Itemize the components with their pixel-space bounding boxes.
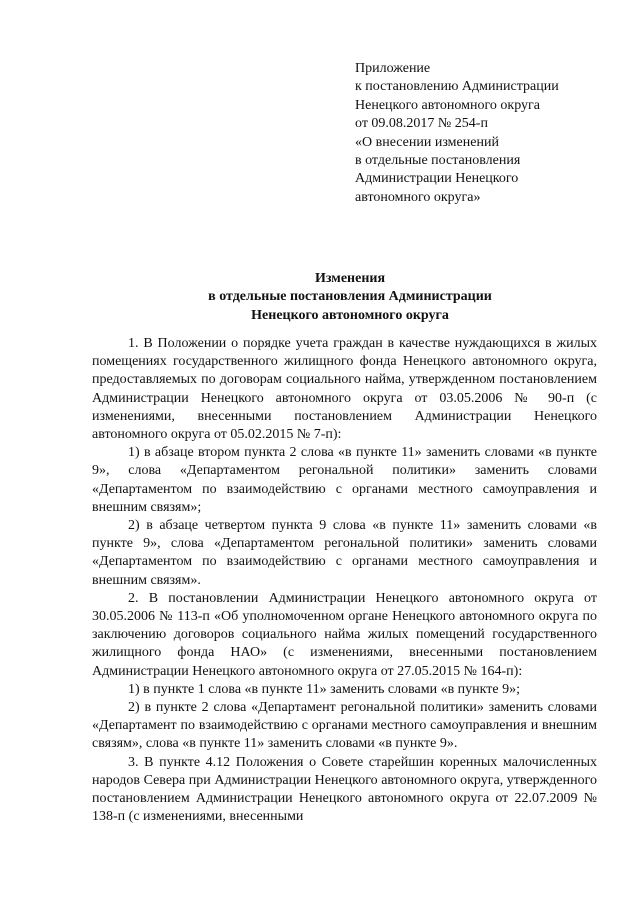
document-title (90, 270, 610, 325)
appendix-line: Администрации Ненецкого (355, 171, 519, 187)
appendix-line: автономного округа» (355, 189, 481, 205)
paragraph-3: 3. В пункте 4.12 Положения о Совете старейшин коренных малочисленных народов Севера при Администрации Ненецкого автономного округа, утвержденного постановлением Администрации Ненецкого автономного округа от 22.07.2009 № 138-п (с изменениями, внесенными (92, 754, 597, 825)
appendix-line: от 09.08.2017 № 254-п (355, 116, 488, 132)
appendix-header (355, 60, 625, 207)
paragraph-2: 2. В постановлении Администрации Ненецкого автономного округа от 30.05.2006 № 113-п «Об уполномоченном органе Ненецкого автономного округа по заключению договоров социального найма жилых помещений государственного жилищного фонда НАО» (с изменениями, внесенными постановлением Администрации Ненецкого автономного округа от 27.05.2015 № 164-п): (92, 590, 597, 679)
title-line: в отдельные постановления Администрации (208, 289, 492, 305)
paragraph-1: 1. В Положении о порядке учета граждан в качестве нуждающихся в жилых помещениях государственного жилищного фонда Ненецкого автономного округа, предоставляемых по договорам социального найма, утвержденном постановлением Администрации Ненецкого автономного округа от 03.05.2006 № 90-п (с изменениями, внесенными постановлением Администрации Ненецкого автономного округа от 05.02.2015 № 7-п): (92, 336, 597, 443)
paragraph-1-item-2: 2) в абзаце четвертом пункта 9 слова «в пункте 11» заменить словами «в пункте 9», слова «Департаментом регональной политики» заменить словами «Департаментом по взаимодействию с органами местного самоуправления и внешним связям». (92, 518, 597, 588)
appendix-line: в отдельные постановления (355, 153, 521, 169)
appendix-line: «О внесении изменений (355, 134, 499, 150)
appendix-line: Приложение (355, 61, 431, 76)
paragraph-2-item-2: 2) в пункте 2 слова «Департамент регональной политики» заменить словами «Департамент по взаимодействию с органами местного самоуправления и внешним связям», слова «в пункте 11» заменить словами «в пункте 9». (92, 700, 597, 752)
title-line: Ненецкого автономного округа (251, 307, 449, 323)
paragraph-2-item-1: 1) в пункте 1 слова «в пункте 11» заменить словами «в пункте 9»; (128, 681, 520, 697)
appendix-line: Ненецкого автономного округа (355, 97, 540, 113)
paragraph-1-item-1: 1) в абзаце втором пункта 2 слова «в пункте 11» заменить словами «в пункте 9», слова «Департаментом регональной политики» заменить словами «Департаментом по взаимодействию с органами местного самоуправления и внешним связям»; (92, 445, 597, 515)
document-body (92, 335, 597, 826)
title-line: Изменения (314, 271, 386, 286)
appendix-line: к постановлению Администрации (355, 79, 559, 95)
